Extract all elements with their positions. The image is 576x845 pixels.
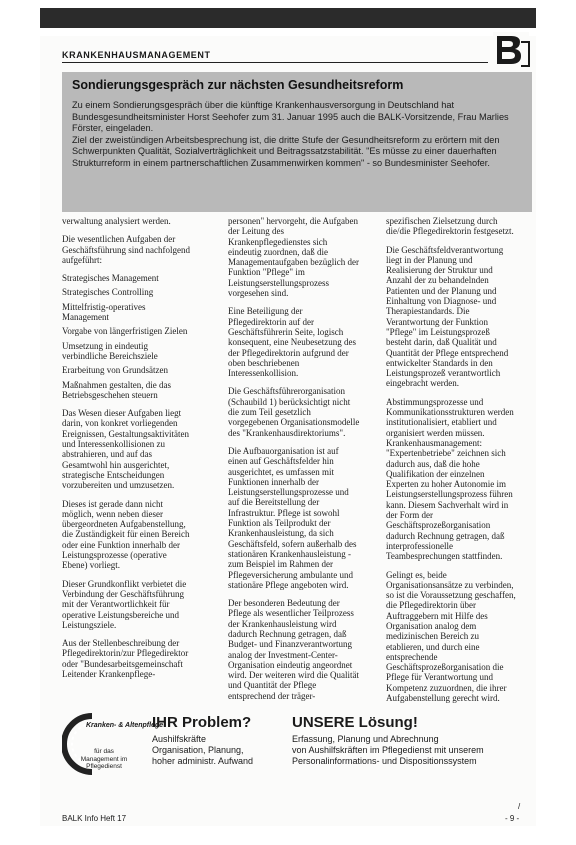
col3-paragraph: spezifischen Zielsetzung durch die/die Pflegedirektorin festgesetzt.: [386, 216, 514, 237]
solution-line: von Aushilfskräften im Pflegedienst mit unserem: [292, 745, 484, 755]
text-column-1: [62, 216, 190, 687]
section-header: KRANKENHAUSMANAGEMENT: [62, 50, 211, 60]
col3-paragraph: Gelingt es, beide Organisationsansätze zu verbinden, so ist die Voraussetzung geschaffen, die Pflegedirektorin über Auftraggebern mit Hilfe des Organisation analog dem medizinischen Bereich zu etablieren, und durch eine entsprechende Geschäftsprozeßorganisation die Pflege für Verantwortung und Kompetenz zuzuordnen, die ihrer Aufgabenstellung gerecht wird.: [386, 569, 516, 704]
intro-paragraph-2: Ziel der zweistündigen Arbeitsbesprechung ist, die dritte Stufe der Gesundheitsreform zu erörtern mit den Schwerpunkten Qualität, Sozialverträglichkeit und Beitragssatzstabilität. "Es müsse zu einer dauerhaften Strukturreform in einem partnerschaftlichen Zusammenwirken kommen" - so Bundesminister Seehofer.: [72, 134, 500, 168]
col1-paragraph: Das Wesen dieser Aufgaben liegt darin, von konkret vorliegenden Ereignissen, Gestaltungsaktivitäten und Interessenkollisionen zu abstrahieren, und auf das Gesamtwohl hin ausgerichtet, strategische Entscheidungen vorzubereiten und umzusetzen.: [62, 408, 189, 491]
list-item: Maßnahmen gestalten, die das Betriebsgeschehen steuern: [62, 379, 171, 400]
list-item: Strategisches Management: [62, 273, 159, 284]
footer-mark: /: [518, 802, 521, 811]
balk-logo-icon: [491, 30, 531, 68]
col2-paragraph: Die Geschäftsführerorganisation (Schaubild 1) berücksichtigt nicht die zum Teil gesetzlich vorgegebenen Organisationsmodelle des "Krankenhausdirektoriums".: [228, 386, 360, 438]
scan-top-edge: [40, 8, 536, 28]
col1-paragraph: Aus der Stellenbeschreibung der Pflegedirektorin/zur Pflegedirektor oder "Bundesarbeitsgemeinschaft Leitender Krankenpflege-: [62, 638, 189, 679]
col1-paragraph: Dieses ist gerade dann nicht möglich, wenn neben dieser übergeordneten Aufgabenstellung, die Zuständigkeit für einen Bereich oder eine Funktion innerhalb der Leistungsprozesse (operative Ebene) vorliegt.: [62, 498, 190, 571]
text-column-3: [386, 216, 516, 711]
footer-publication: BALK Info Heft 17: [62, 814, 127, 823]
header-rule: [62, 62, 488, 63]
problem-line: Organisation, Planung,: [152, 745, 244, 755]
list-item: Umsetzung in eindeutig verbindliche Bereichsziele: [62, 340, 158, 361]
list-item: Strategisches Controlling: [62, 287, 154, 298]
text-column-2: [228, 216, 360, 709]
col1-paragraph: Die wesentlichen Aufgaben der Geschäftsführung sind nachfolgend aufgeführt:: [62, 234, 190, 265]
col2-paragraph: Eine Beteiligung der Pflegedirektorin auf der Geschäftsführerin Seite, logisch konsequent, eine Neubesetzung des der Pflegedirektorin aufgrund der oben beschriebenen Interessenkollision.: [228, 306, 356, 379]
solution-line: Erfassung, Planung und Abrechnung: [292, 734, 439, 744]
advertisement: [62, 712, 532, 776]
list-item: Vorgabe von längerfristigen Zielen: [62, 326, 188, 337]
page-number: - 9 -: [505, 814, 520, 823]
problem-title: IHR Problem?: [152, 714, 252, 731]
ad-logo-title: Kranken- & Altenpflege: [86, 722, 164, 729]
problem-line: hoher administr. Aufwand: [152, 756, 254, 766]
solution-title: UNSERE Lösung!: [292, 714, 418, 731]
col1-paragraph: verwaltung analysiert werden.: [62, 216, 171, 226]
col2-paragraph: personen" hervorgeht, die Aufgaben der Leitung des Krankenpflegedienstes sich eindeutig zuordnen, daß die Managementaufgaben bezüglich der Funktion "Pflege" im Leistungserstellungsprozess vorgesehen sind.: [228, 216, 359, 299]
problem-line: Aushilfskräfte: [152, 734, 207, 744]
col3-paragraph: Die Geschäftsfeldverantwortung liegt in der Planung und Realisierung der Struktur und Anzahl der zu behandelnden Patienten und der Planung und Einhaltung von Diagnose- und Therapiestandards. Die Verantwortung der Funktion "Pflege" im Leistungsprozeß besteht darin, daß Qualität und Quantität der Pflege entsprechend entwickelter Standards in den Leistungsprozeß verantwortlich eingebracht werden.: [386, 244, 509, 389]
list-item: Mittelfristig-operatives Management: [62, 301, 146, 323]
col1-paragraph: Dieser Grundkonflikt verbietet die Verbindung der Geschäftsführung mit der Verantwortlichkeit für operative Leistungsbereiche und Leistungsziele.: [62, 578, 187, 630]
solution-line: Personalinformations- und Dispositionssystem: [292, 756, 477, 766]
col2-paragraph: Der besonderen Bedeutung der Pflege als wesentlicher Teilprozess der Krankenhausleistung wird dadurch Rechnung getragen, daß Budget- und Finanzverantwortung analog der Investment-Center-Organisation eindeutig angeordnet wird. Der weiteren wird die Qualität und Quantität der Pflege entsprechend der träger-: [228, 598, 359, 701]
col2-paragraph: Die Aufbauorganisation ist auf einen auf Geschäftsfelder hin ausgerichtet, es umfassen mit Funktionen innerhalb der Leistungserstellungsprozesse und auf die Bereitstellung der Infrastruktur. Pflege ist sowohl Funktion als Teilprodukt der Krankenhausleistung, da sich Geschäftsfeld, sofern außerhalb des stationären Krankenhausleistung - zum Beispiel im Rahmen der Pflegeversicherung ambulante und stationäre Pflege angeboten wird.: [228, 445, 357, 590]
list-item: Erarbeitung von Grundsätzen: [62, 365, 168, 376]
intro-box: [62, 72, 532, 212]
intro-title: Sondierungsgespräch zur nächsten Gesundheitsreform: [72, 78, 404, 92]
intro-paragraph-1: Zu einem Sondierungsgespräch über die künftige Krankenhausversorgung in Deutschland hat Bundesgesundheitsminister Horst Seehofer zum 31. Januar 1995 auch die BALK-Vorsitzende, Frau Marlies Förster, eingeladen.: [72, 100, 509, 134]
ad-logo-text: für das Management im Pflegedienst: [80, 748, 128, 770]
col3-paragraph: Abstimmungsprozesse und Kommunikationsstrukturen werden institutionalisiert, etabliert und organisiert werden müssen. Krankenhausmanagement: "Expertenbetriebe" zeichnen sich dadurch aus, daß die hohe Qualifikation der einzelnen Experten zu hoher Autonomie im Leistungserstellungsprozess führen kann. Diesem Sachverhalt wird in der Form der Geschäftsprozeßorganisation dadurch Rechnung getragen, daß interprofessionelle Teambesprechungen stattfinden.: [386, 396, 514, 562]
